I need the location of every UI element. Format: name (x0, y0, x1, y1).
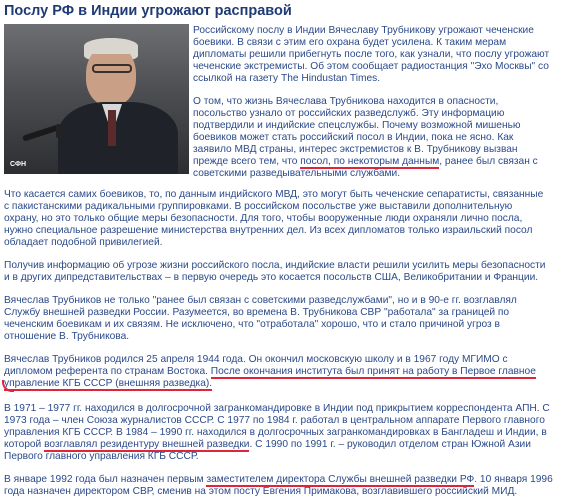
text-line: дипломаты решили прибегнуть после того, как узнали, что послу угрожают (193, 49, 550, 60)
text-line: подтвердили и индийские спецслужбы. Почему возможной мишенью (193, 120, 521, 131)
highlighted-phrase: возглавлял резидентуру внешней разведки (44, 439, 250, 450)
text-line: 1973 года – член Союза журналистов СССР. С 1977 по 1984 г. работал в центральном аппарате Первого главного (4, 415, 545, 426)
text-line: О том, что жизнь Вячеслава Трубникова находится в опасности, (193, 96, 499, 107)
text-segment: которой (4, 439, 45, 450)
text-line: с пакистанскими радикальными группировками. В российском посольстве уже выставили дополнительную (4, 201, 513, 212)
text-line: Службу внешней разведки России. Разумеется, во времена В. Трубникова СВР "работала" за границей по (4, 307, 510, 318)
text-segment: . С 1990 по 1991 г. – руководил отделом стран Южной Азии (249, 439, 531, 450)
photo-glasses-shape (92, 64, 132, 73)
text-line (4, 439, 531, 451)
highlighted-phrase: посол, по некоторым данным (300, 156, 440, 167)
text-line: Российскому послу в Индии Вячеславу Трубникову угрожают чеченские (193, 25, 534, 36)
text-line: Первого главного управления КГБ СССР. (4, 451, 199, 462)
highlighted-phrase: управление КГБ СССР (внешняя разведка). (4, 378, 213, 389)
highlighted-phrase: заместителем директора Службы внешней разведки РФ (206, 474, 475, 485)
text-segment: дипломом референта по странам Востока. (4, 366, 211, 377)
text-line: охрану, но это только общие меры безопасности. Для того, чтобы вооруженные люди охраняли лично посла, (4, 213, 523, 224)
text-line: Вячеслав Трубников не только "ранее был связан с советскими разведслужбами", но и в 90-е гг. возглавлял (4, 295, 517, 306)
text-segment: прежде всего тем, что (193, 156, 301, 167)
text-line: ссылкой на газету The Hindustan Times. (193, 73, 381, 84)
text-line: боевики. В связи с этим его охрана будет усилена. К таким мерам (193, 37, 507, 48)
photo-credit: СФН (10, 161, 27, 168)
text-line: посольство узнало от российских разведслужб. Эту информацию (193, 108, 505, 119)
ambassador-photo (4, 24, 189, 174)
text-line: заявило МВД страны, интерес экстремистов к В. Трубникову вызван (193, 144, 518, 155)
text-line: управления КГБ СССР. В 1984 – 1990 гг. находился в долгосрочных загранкомандировках в Бангладеш и Индии, в (4, 427, 547, 438)
text-line: нужно специальное разрешение министерства внутренних дел. Из всех дипломатов только израильский посол (4, 225, 533, 236)
photo-hair-top-shape (84, 38, 138, 54)
text-segment: . 10 января 1996 (474, 474, 553, 485)
text-line: Вячеслав Трубников родился 25 апреля 1944 года. Он окончил московскую школу и в 1967 году МГИМО с (4, 354, 508, 365)
text-line: Что касается самих боевиков, то, по данным индийского МВД, это могут быть чеченские сепаратисты, связанные (4, 189, 544, 200)
highlighted-phrase: После окончания института был принят на работу в Первое главное (210, 366, 536, 377)
text-line: В 1971 – 1977 гг. находился в долгосрочной загранкомандировке в Индии под прикрытием корреспондента АПН. С (4, 403, 550, 414)
text-line: года назначен директором СВР, сменив на этом посту Евгения Примакова, возглавившего российский МИД. (4, 486, 518, 497)
text-line: советскими разведывательными службами. (193, 168, 401, 179)
text-segment: В январе 1992 года был назначен первым (4, 474, 207, 485)
text-line: отношение В. Трубникова. (4, 331, 130, 342)
text-line: и в других дипредставительствах – в первую очередь это косается посольств США, Великобритании и Франции. (4, 272, 539, 283)
text-line: обладает подобной привилегией. (4, 237, 163, 248)
microphone-stand-icon (56, 124, 66, 138)
microphone-icon (22, 124, 60, 141)
text-line: боевиков может стать российский посол в Индии, пока не ясно. Как (193, 132, 514, 143)
article-title: Послу РФ в Индии угрожают расправой (4, 3, 292, 19)
text-line: чеченским боевикам и их связям. Не исключено, что "отработала" хорошо, что и стало причиной угроз в (4, 319, 500, 330)
text-line (193, 156, 538, 168)
text-line: чеченские экстремисты. Об этом сообщает радиостанция "Эхо Москвы" со (193, 61, 549, 72)
text-line (4, 474, 553, 486)
text-line (4, 378, 212, 390)
text-line (4, 366, 536, 378)
photo-tie-shape (108, 110, 116, 146)
text-line: Получив информацию об угрозе жизни российского посла, индийские власти решили усилить меры безопасности (4, 260, 546, 271)
text-segment: , ранее был связан с (439, 156, 538, 167)
